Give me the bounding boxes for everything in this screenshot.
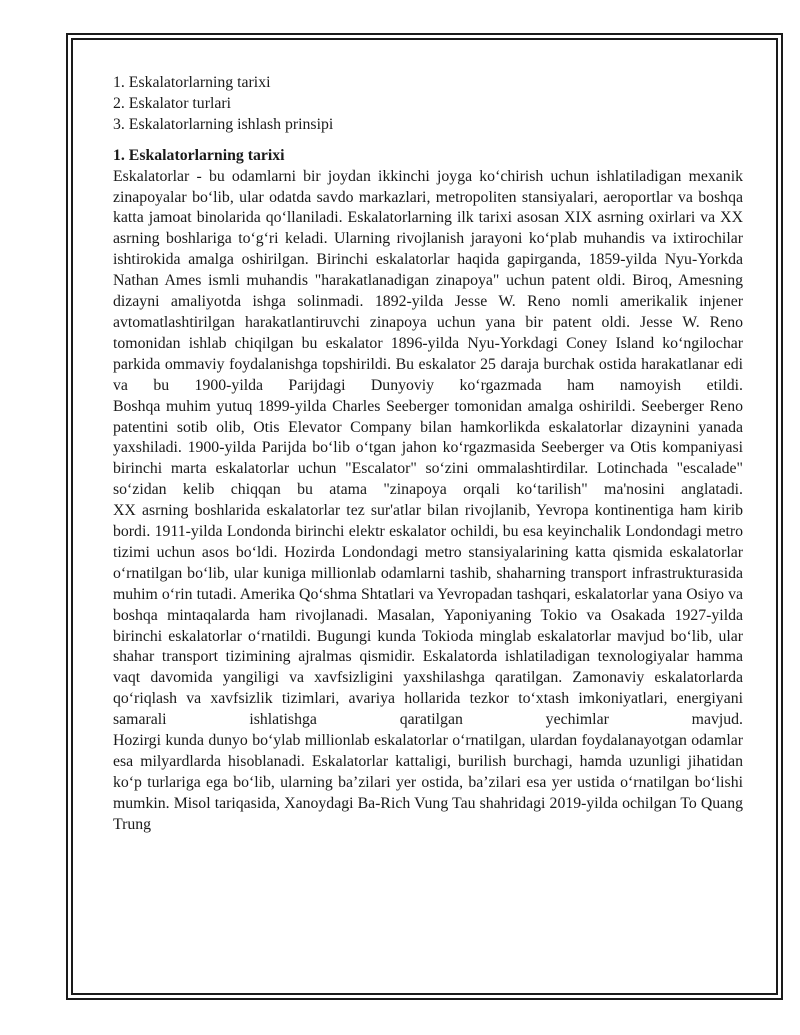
document-content bbox=[113, 73, 743, 836]
section-heading: 1. Eskalatorlarning tarixi bbox=[113, 146, 285, 164]
toc-item: 3. Eskalatorlarning ishlash prinsipi bbox=[113, 115, 334, 133]
body-paragraph: Hozirgi kunda dunyo bo‘ylab millionlab eskalatorlar o‘rnatilgan, ulardan foydalanayotgan odamlar esa milyardlarda hisoblanadi. Eskalatorlar kattaligi, burilish burchagi, hamda uzunligi jihatidan ko‘p turlariga ega bo‘lib, ularning ba’zilari yer ostida, ba’zilari esa yer ustida o‘rnatilgan bo‘lishi mumkin. Misol tariqasida, Xanoydagi Ba-Rich Vung Tau shahridagi 2019-yilda ochilgan To Quang Trung bbox=[113, 732, 743, 833]
body-paragraph: Eskalatorlar - bu odamlarni bir joydan ikkinchi joyga ko‘chirish uchun ishlatiladigan mexanik zinapoyalar bo‘lib, ular odatda savdo markazlari, metropoliten stansiyalari, aeroportlar va boshqa katta jamoat binolarida qo‘llaniladi. Eskalatorlarning ilk tarixi asosan XIX asrning oxirlari va XX asrning boshlariga to‘g‘ri keladi. Ularning rivojlanish jarayoni ko‘plab muhandis va ixtirochilar ishtirokida amalga oshirilgan. Birinchi eskalatorlar haqida gapirganda, 1859-yilda Nyu-Yorkda Nathan Ames ismli muhandis "harakatlanadigan zinapoya" uchun patent oldi. Biroq, Amesning dizayni amaliyotda ishga solinmadi. 1892-yilda Jesse W. Reno nomli amerikalik injener avtomatlashtirilgan harakatlantiruvchi zinapoya uchun yana bir patent oldi. Jesse W. Reno tomonidan ishlab chiqilgan bu eskalator 1896-yilda Nyu-Yorkdagi Coney Island ko‘ngilochar parkida ommaviy foydalanishga topshirildi. Bu eskalator 25 daraja burchak ostida harakatlanar edi va bu 1900-yilda Parijdagi Dunyoviy ko‘rgazmada ham namoyish etildi. bbox=[113, 167, 743, 394]
body-paragraph: XX asrning boshlarida eskalatorlar tez sur'atlar bilan rivojlanib, Yevropa kontinentiga ham kirib bordi. 1911-yilda Londonda birinchi elektr eskalator ochildi, bu esa keyinchalik Londondagi metro tizimi uchun asos bo‘ldi. Hozirda Londondagi metro stansiyalarining katta qismida eskalatorlar o‘rnatilgan bo‘lib, ular kuniga millionlab odamlarni tashib, shaharning transport infrastrukturasida muhim o‘rin tutadi. Amerika Qo‘shma Shtatlari va Yevropadan tashqari, eskalatorlar yana Osiyo va boshqa mintaqalarda ham rivojlanadi. Masalan, Yaponiyaning Tokio va Osakada 1927-yilda birinchi eskalatorlar o‘rnatildi. Bugungi kunda Tokioda minglab eskalatorlar mavjud bo‘lib, ular shahar transport tizimining ajralmas qismidir. Eskalatorda ishlatiladigan texnologiyalar hamma vaqt davomida yangiligi va xavfsizligini yaxshilashga qaratilgan. Zamonaviy eskalatorlarda qo‘riqlash va xavfsizlik tizimlari, avariya hollarida tezkor to‘xtash imkoniyatlari, energiyani samarali ishlatishga qaratilgan yechimlar mavjud. bbox=[113, 502, 743, 729]
toc-item: 2. Eskalator turlari bbox=[113, 94, 231, 112]
body-paragraph: Boshqa muhim yutuq 1899-yilda Charles Seeberger tomonidan amalga oshirildi. Seeberger Reno patentini sotib olib, Otis Elevator Company bilan hamkorlikda eskalatorlar dizaynini yanada yaxshiladi. 1900-yilda Parijda bo‘lib o‘tgan jahon ko‘rgazmasida Seeberger va Otis kompaniyasi birinchi marta eskalatorlar uchun "Escalator" so‘zini ommalashtirdilar. Lotinchada "escalade" so‘zidan kelib chiqqan bu atama "zinapoya orqali ko‘tarilish" ma'nosini anglatadi. bbox=[113, 397, 743, 499]
table-of-contents bbox=[113, 73, 743, 136]
toc-item: 1. Eskalatorlarning tarixi bbox=[113, 74, 271, 91]
